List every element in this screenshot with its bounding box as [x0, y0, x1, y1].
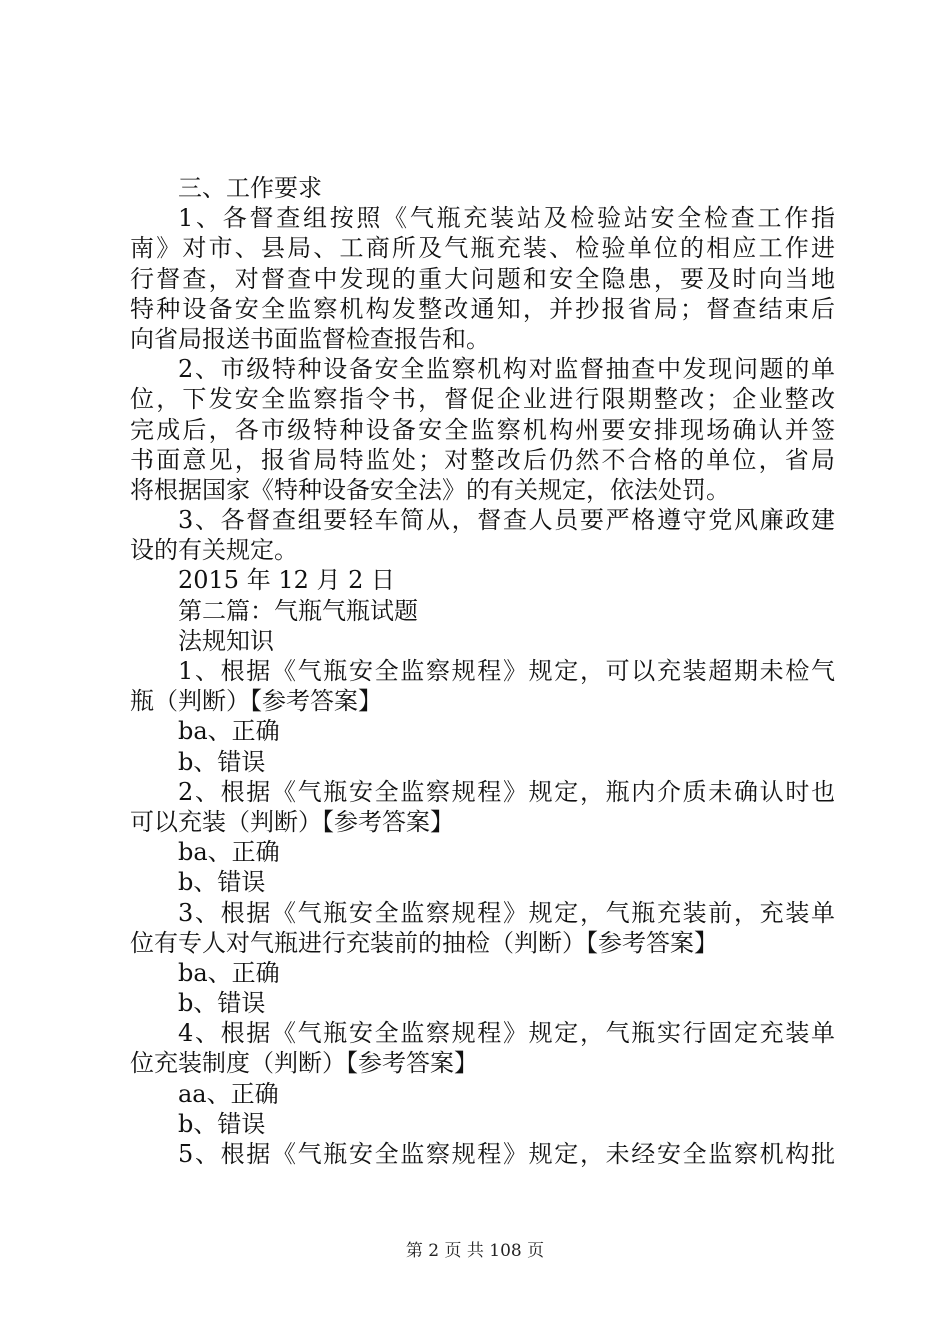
- paragraph-line: 位，下发安全监察指令书，督促企业进行限期整改；企业整改: [130, 385, 835, 414]
- question-line: 3、根据《气瓶安全监察规程》规定，气瓶充装前，充装单: [178, 898, 835, 927]
- answer-option: ba、正确: [178, 838, 280, 867]
- question-line: 1、根据《气瓶安全监察规程》规定，可以充装超期未检气: [178, 657, 835, 685]
- answer-option: b、错误: [178, 989, 266, 1018]
- paragraph-line: 设的有关规定。: [130, 536, 298, 565]
- answer-option: aa、正确: [178, 1079, 279, 1108]
- section-heading: 法规知识: [178, 626, 274, 655]
- question-line: 5、根据《气瓶安全监察规程》规定，未经安全监察机构批: [178, 1140, 835, 1168]
- paragraph-line: 特种设备安全监察机构发整改通知，并抄报省局；督查结束后: [130, 294, 835, 323]
- question-line: 瓶（判断）【参考答案】: [130, 687, 382, 716]
- paragraph-line: 南》对市、县局、工商所及气瓶充装、检验单位的相应工作进: [130, 234, 835, 263]
- paragraph-line: 书面意见，报省局特监处；对整改后仍然不合格的单位，省局: [130, 445, 835, 474]
- answer-option: b、错误: [178, 747, 266, 776]
- paragraph-line: 1、各督查组按照《气瓶充装站及检验站安全检查工作指: [178, 204, 835, 233]
- paragraph-line: 向省局报送书面监督检查报告和。: [130, 324, 490, 353]
- paragraph-line: 将根据国家《特种设备安全法》的有关规定，依法处罚。: [130, 475, 730, 504]
- answer-option: ba、正确: [178, 958, 280, 987]
- page-footer: 第 2 页 共 108 页: [405, 1241, 545, 1261]
- document-body: [130, 173, 835, 1169]
- question-line: 位有专人对气瓶进行充装前的抽检（判断）【参考答案】: [130, 928, 718, 957]
- section-heading: 三、工作要求: [178, 174, 322, 202]
- answer-option: b、错误: [178, 868, 266, 897]
- date-line: 2015 年 12 月 2 日: [178, 566, 396, 595]
- paragraph-line: 2、市级特种设备安全监察机构对监督抽查中发现问题的单: [178, 355, 835, 384]
- answer-option: b、错误: [178, 1109, 266, 1138]
- answer-option: ba、正确: [178, 717, 280, 746]
- question-line: 可以充装（判断）【参考答案】: [130, 807, 454, 836]
- paragraph-line: 行督查，对督查中发现的重大问题和安全隐患，要及时向当地: [130, 264, 835, 293]
- question-line: 位充装制度（判断）【参考答案】: [130, 1049, 478, 1078]
- question-line: 2、根据《气瓶安全监察规程》规定，瓶内介质未确认时也: [178, 777, 835, 806]
- chapter-heading: 第二篇：气瓶气瓶试题: [178, 596, 418, 625]
- paragraph-line: 3、各督查组要轻车简从，督查人员要严格遵守党风廉政建: [178, 506, 835, 535]
- question-line: 4、根据《气瓶安全监察规程》规定，气瓶实行固定充装单: [178, 1019, 835, 1048]
- paragraph-line: 完成后，各市级特种设备安全监察机构州要安排现场确认并签: [130, 415, 835, 444]
